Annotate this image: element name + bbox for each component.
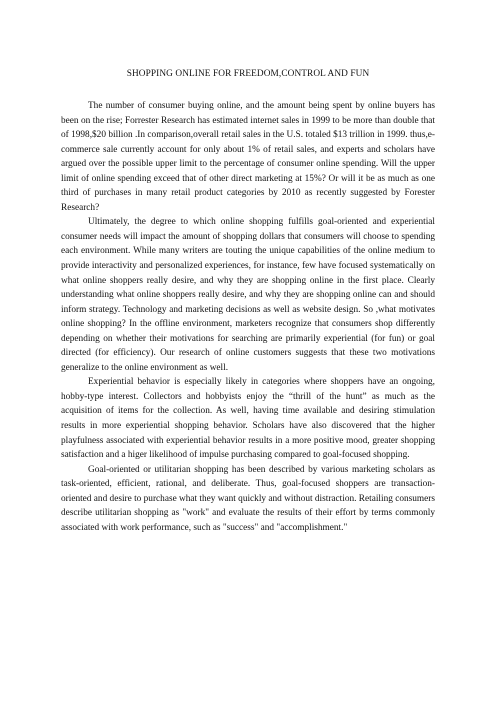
paragraph-1: The number of consumer buying online, and the amount being spent by online buyers has been on the rise; Forrester Research has estimated internet sales in 1999 to be more than double that of 1998,$20 billion .In comparison,overall retail sales in the U.S. totaled $13 trillion in 1999. thus,e-commerce sale currently account for only about 1% of retail sales, and experts and scholars have argued over the possible upper limit to the percentage of consumer online spending. Will the upper limit of online spending exceed that of other direct marketing at 15%? Or will it be as much as one third of purchases in many retail product categories by 2010 as recently suggested by Forester Research? [61,101,435,213]
paragraph-3: Experiential behavior is especially likely in categories where shoppers have an ongoing, hobby-type interest. Collectors and hobbyists enjoy the “thrill of the hunt” as much as the acquisition of items for the collection. As well, having time available and desiring stimulation results in more experiential shopping behavior. Scholars have also discovered that the higher playfulness associated with experiential behavior results in a more positive mood, greater shopping satisfaction and a higer likelihood of impulse purchasing compared to goal-focused shopping. [61,377,435,461]
document-body [61,99,435,535]
paragraph-4: Goal-oriented or utilitarian shopping has been described by various marketing scholars as task-oriented, efficient, rational, and deliberate. Thus, goal-focused shoppers are transaction-oriented and desire to purchase what they want quickly and without distraction. Retailing consumers describe utilitarian shopping as "work" and evaluate the results of their effort by terms commonly associated with work performance, such as "success" and "accomplishment." [61,464,435,533]
paragraph-2: Ultimately, the degree to which online shopping fulfills goal-oriented and experiential consumer needs will impact the amount of shopping dollars that consumers will choose to spending each environment. While many writers are touting the unique capabilities of the online medium to provide interactivity and personalized experiences, for instance, few have focused systematically on what online shoppers really desire, and why they are shopping online in the first place. Clearly understanding what online shoppers really desire, and why they are shopping online can and should inform strategy. Technology and marketing decisions as well as website design. So ,what motivates online shopping? In the offline environment, marketers recognize that consumers shop differently depending on whether their motivations for searching are primarily experiential (for fun) or goal directed (for efficiency). Our research of online customers suggests that these two motivations generalize to the online environment as well. [61,217,435,373]
document-title: SHOPPING ONLINE FOR FREEDOM,CONTROL AND FUN [126,69,370,79]
